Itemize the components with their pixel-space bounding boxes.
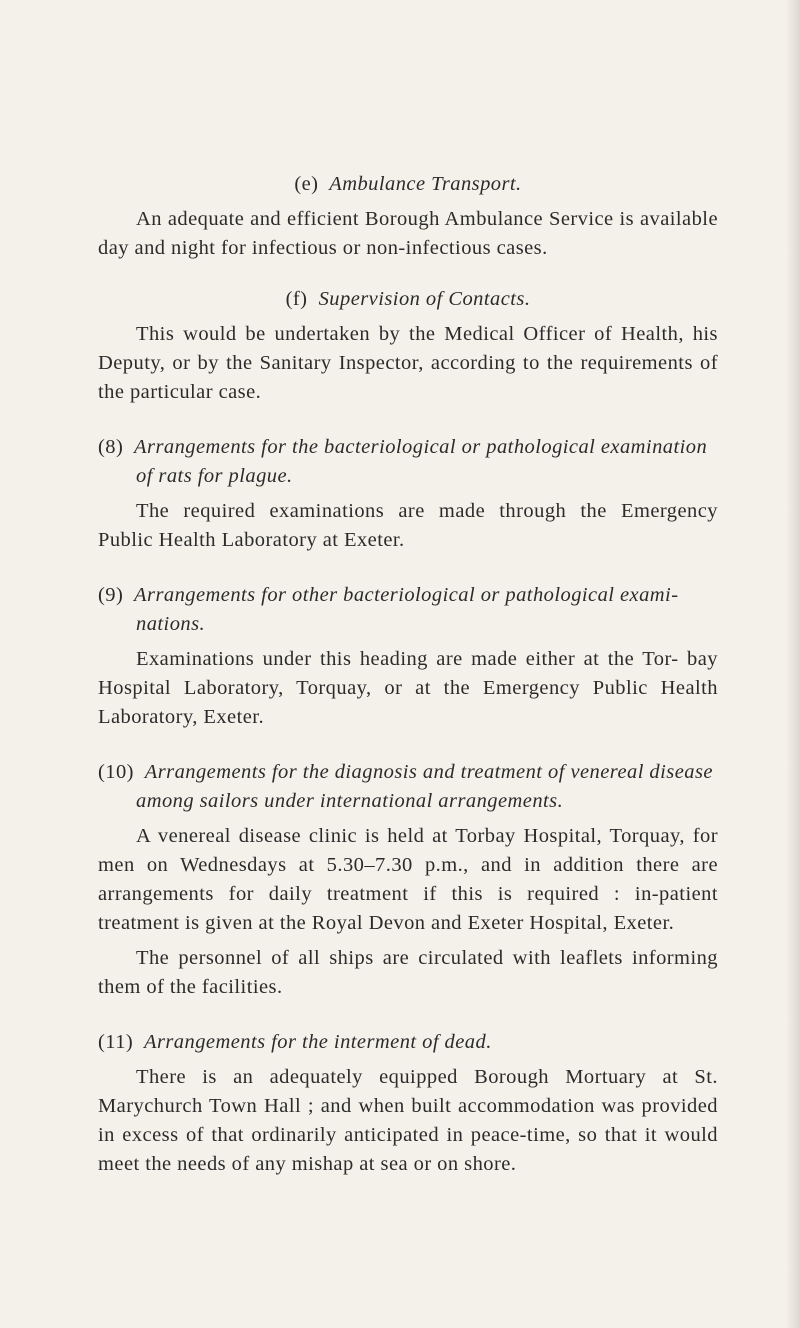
section-9-heading xyxy=(98,581,718,639)
section-9-number: (9) xyxy=(98,584,124,606)
document-body xyxy=(98,170,718,1179)
section-10-number: (10) xyxy=(98,761,134,783)
section-f-title: Supervision of Contacts. xyxy=(318,288,531,310)
section-11-heading xyxy=(98,1028,718,1057)
section-11-number: (11) xyxy=(98,1031,134,1053)
section-9-body: Examinations under this heading are made either at the Tor- bay Hospital Laboratory, Torquay, or at the Emergency Public Health Laboratory, Exeter. xyxy=(98,648,718,728)
section-8-number: (8) xyxy=(98,436,124,458)
section-8-title: Arrangements for the bacteriological or pathological examination of rats for plague. xyxy=(134,436,708,487)
section-e-heading xyxy=(98,170,718,199)
section-f-heading xyxy=(98,285,718,314)
section-10-body-1: A venereal disease clinic is held at Torbay Hospital, Torquay, for men on Wednesdays at 5.30–7.30 p.m., and in addition there are arrangements for daily treatment if this is required : in-patient treatment is given at the Royal Devon and Exeter Hospital, Exeter. xyxy=(98,825,718,934)
section-9-title: Arrangements for other bacteriological or pathological exami- nations. xyxy=(134,584,679,635)
section-e-title: Ambulance Transport. xyxy=(329,173,522,195)
section-e-number: (e) xyxy=(294,173,319,195)
section-10-title: Arrangements for the diagnosis and treatment of venereal disease among sailors under international arrangements. xyxy=(136,761,713,812)
section-10-heading xyxy=(98,758,718,816)
section-11-body: There is an adequately equipped Borough Mortuary at St. Marychurch Town Hall ; and when built accommodation was provided in excess of that ordinarily anticipated in peace-time, so that it would meet the needs of any mishap at sea or on shore. xyxy=(98,1066,718,1175)
section-f-number: (f) xyxy=(285,288,308,310)
section-e-body: An adequate and efficient Borough Ambulance Service is available day and night for infectious or non-infectious cases. xyxy=(98,208,718,259)
section-10-body-2: The personnel of all ships are circulated with leaflets informing them of the facilities. xyxy=(98,947,718,998)
section-11-title: Arrangements for the interment of dead. xyxy=(143,1031,492,1053)
page-edge-shadow xyxy=(786,0,800,1328)
section-8-heading xyxy=(98,433,718,491)
section-f-body: This would be undertaken by the Medical Officer of Health, his Deputy, or by the Sanitary Inspector, according to the requirements of the particular case. xyxy=(98,323,718,403)
section-8-body: The required examinations are made through the Emergency Public Health Laboratory at Exeter. xyxy=(98,500,718,551)
